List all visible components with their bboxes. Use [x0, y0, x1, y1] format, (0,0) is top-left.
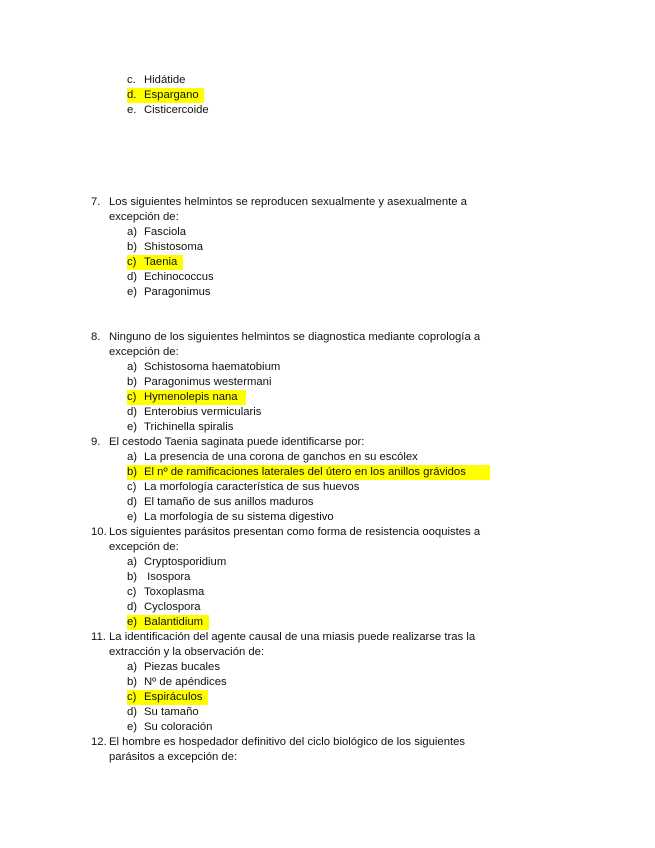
option-marker: b) — [127, 376, 138, 388]
option-text: Fasciola — [144, 226, 187, 238]
option-text: Toxoplasma — [144, 586, 205, 598]
question-7-option-d — [127, 270, 214, 285]
question-10-option-d — [127, 600, 201, 615]
option-marker: e. — [127, 104, 137, 116]
option-marker: c. — [127, 74, 136, 86]
question-8-option-d — [127, 405, 261, 420]
option-marker: a) — [127, 661, 138, 673]
question-9-option-c — [127, 480, 359, 495]
prev-option-d-highlighted — [127, 88, 204, 103]
question-10-option-c — [127, 585, 204, 600]
question-10-stem-line-2: excepción de: — [109, 541, 179, 553]
option-marker: b) — [127, 241, 138, 253]
option-text: Su tamaño — [144, 706, 199, 718]
option-text: Nº de apéndices — [144, 676, 227, 688]
option-text: El nº de ramificaciones laterales del útero en los anillos grávidos — [144, 466, 466, 478]
option-text: Espargano — [144, 89, 199, 101]
question-8-option-a — [127, 360, 280, 375]
option-text: Paragonimus westermani — [144, 376, 272, 388]
option-marker: d) — [127, 406, 138, 418]
option-text: Echinococcus — [144, 271, 214, 283]
question-8-option-e — [127, 420, 233, 435]
question-number: 11. — [91, 631, 106, 643]
question-number: 7. — [91, 196, 101, 208]
option-marker: e) — [127, 286, 138, 298]
question-8-option-c-highlighted — [127, 390, 246, 405]
option-marker: a) — [127, 361, 138, 373]
option-marker: e) — [127, 721, 138, 733]
option-text: Enterobius vermicularis — [144, 406, 262, 418]
question-text: Los siguientes helmintos se reproducen sexualmente y asexualmente a — [109, 196, 467, 208]
option-text: Shistosoma — [144, 241, 204, 253]
option-text: Taenia — [144, 256, 178, 268]
question-7-stem-line-1 — [91, 195, 467, 210]
option-marker: e) — [127, 421, 138, 433]
question-10-option-a — [127, 555, 226, 570]
question-7-option-b — [127, 240, 203, 255]
option-text: Trichinella spiralis — [144, 421, 234, 433]
question-text: Ninguno de los siguientes helmintos se diagnostica mediante coprología a — [109, 331, 481, 343]
question-9-option-a — [127, 450, 418, 465]
option-text: Paragonimus — [144, 286, 211, 298]
question-11-stem-line-1 — [91, 630, 475, 645]
question-11-stem-line-2: extracción y la observación de: — [109, 646, 265, 658]
question-7-option-e — [127, 285, 211, 300]
option-text: Balantidium — [144, 616, 204, 628]
option-text: Su coloración — [144, 721, 213, 733]
option-marker: c) — [127, 256, 137, 268]
question-12-stem-line-1 — [91, 735, 465, 750]
question-7-option-c-highlighted — [127, 255, 183, 270]
option-marker: b) — [127, 676, 138, 688]
question-11-option-c-highlighted — [127, 690, 208, 705]
prev-option-c — [127, 73, 185, 88]
option-marker: a) — [127, 451, 138, 463]
question-text: Los siguientes parásitos presentan como forma de resistencia ooquistes a — [109, 526, 481, 538]
option-marker: d) — [127, 601, 138, 613]
option-marker: d) — [127, 496, 138, 508]
option-text: La morfología característica de sus huevos — [144, 481, 360, 493]
question-8-stem-line-2: excepción de: — [109, 346, 179, 358]
option-marker: a) — [127, 226, 138, 238]
prev-option-e — [127, 103, 209, 118]
question-11-option-e — [127, 720, 212, 735]
option-text: La presencia de una corona de ganchos en su escólex — [144, 451, 418, 463]
option-marker: b) — [127, 466, 138, 478]
question-9-option-e — [127, 510, 334, 525]
question-number: 10. — [91, 526, 107, 538]
question-11-option-d — [127, 705, 199, 720]
question-10-stem-line-1 — [91, 525, 480, 540]
option-marker: d) — [127, 706, 138, 718]
question-8-stem-line-1 — [91, 330, 480, 345]
question-12-stem-line-2: parásitos a excepción de: — [109, 751, 238, 763]
option-marker: b) — [127, 571, 138, 583]
option-text: Cisticercoide — [144, 104, 209, 116]
question-text: El cestodo Taenia saginata puede identificarse por: — [109, 436, 365, 448]
option-text: Piezas bucales — [144, 661, 220, 673]
question-11-option-a — [127, 660, 220, 675]
question-8-option-b — [127, 375, 271, 390]
option-marker: c) — [127, 391, 137, 403]
option-text: Isospora — [144, 571, 191, 583]
option-marker: c) — [127, 481, 137, 493]
question-number: 12. — [91, 736, 107, 748]
option-text: Cryptosporidium — [144, 556, 227, 568]
option-marker: e) — [127, 511, 138, 523]
question-10-option-b — [127, 570, 190, 585]
option-text: El tamaño de sus anillos maduros — [144, 496, 314, 508]
option-marker: c) — [127, 691, 137, 703]
option-text: Espiráculos — [144, 691, 203, 703]
option-text: Hidátide — [144, 74, 186, 86]
option-marker: d. — [127, 89, 137, 101]
option-text: Cyclospora — [144, 601, 201, 613]
question-7-option-a — [127, 225, 186, 240]
option-marker: c) — [127, 586, 137, 598]
option-text: La morfología de su sistema digestivo — [144, 511, 334, 523]
option-marker: e) — [127, 616, 138, 628]
option-marker: d) — [127, 271, 138, 283]
question-10-option-e-highlighted — [127, 615, 209, 630]
question-9-option-b-highlighted — [127, 465, 490, 480]
question-7-stem-line-2: excepción de: — [109, 211, 179, 223]
option-marker: a) — [127, 556, 138, 568]
question-number: 9. — [91, 436, 101, 448]
question-9-option-d — [127, 495, 314, 510]
question-9-stem-line-1 — [91, 435, 364, 450]
option-text: Hymenolepis nana — [144, 391, 238, 403]
question-number: 8. — [91, 331, 101, 343]
question-11-option-b — [127, 675, 227, 690]
option-text: Schistosoma haematobium — [144, 361, 281, 373]
question-text: La identificación del agente causal de una miasis puede realizarse tras la — [109, 631, 476, 643]
question-text: El hombre es hospedador definitivo del ciclo biológico de los siguientes — [109, 736, 466, 748]
